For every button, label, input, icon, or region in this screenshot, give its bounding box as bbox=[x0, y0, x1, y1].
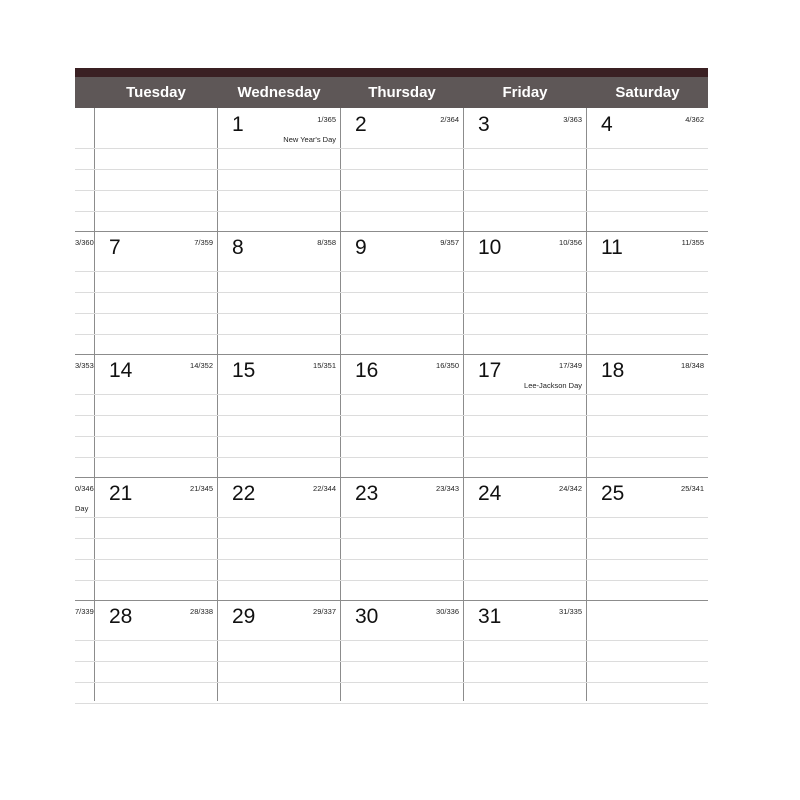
date-number: 17 bbox=[478, 359, 502, 382]
holiday-label: Day bbox=[75, 504, 89, 513]
day-count: 8/358 bbox=[317, 238, 336, 247]
day-cell[interactable] bbox=[464, 354, 586, 477]
day-count: 9/357 bbox=[440, 238, 459, 247]
day-cell[interactable] bbox=[218, 231, 340, 354]
day-count: 25/341 bbox=[681, 484, 704, 493]
day-count: 11/355 bbox=[681, 238, 704, 247]
day-count: 1/365 bbox=[317, 115, 336, 124]
day-count: 10/356 bbox=[559, 238, 582, 247]
day-count: 23/343 bbox=[436, 484, 459, 493]
day-count: 22/344 bbox=[313, 484, 336, 493]
date-number: 4 bbox=[601, 113, 613, 136]
day-count: 28/338 bbox=[190, 607, 213, 616]
top-band bbox=[75, 68, 708, 77]
date-number: 30 bbox=[355, 605, 379, 628]
day-cell[interactable] bbox=[218, 108, 340, 231]
date-number: 7 bbox=[109, 236, 121, 259]
holiday-label: Lee-Jackson Day bbox=[524, 381, 582, 390]
day-count: 14/352 bbox=[190, 361, 213, 370]
day-cell[interactable] bbox=[341, 108, 463, 231]
day-count: 16/350 bbox=[436, 361, 459, 370]
day-cell[interactable] bbox=[341, 231, 463, 354]
partial-day-cell bbox=[75, 600, 94, 723]
date-number: 10 bbox=[478, 236, 502, 259]
day-cell[interactable] bbox=[341, 477, 463, 600]
day-cell[interactable] bbox=[587, 600, 708, 723]
day-cell[interactable] bbox=[587, 231, 708, 354]
day-count: 17/349 bbox=[559, 361, 582, 370]
partial-day-cell bbox=[75, 354, 94, 477]
date-number: 31 bbox=[478, 605, 502, 628]
date-number: 18 bbox=[601, 359, 625, 382]
date-number: 14 bbox=[109, 359, 133, 382]
day-count: 3/360 bbox=[75, 238, 94, 247]
day-cell[interactable] bbox=[95, 354, 217, 477]
day-cell[interactable] bbox=[95, 600, 217, 723]
date-number: 16 bbox=[355, 359, 379, 382]
date-number: 15 bbox=[232, 359, 256, 382]
day-cell[interactable] bbox=[464, 231, 586, 354]
day-count: 30/336 bbox=[436, 607, 459, 616]
day-count: 7/359 bbox=[194, 238, 213, 247]
calendar-page bbox=[75, 68, 708, 701]
day-cell[interactable] bbox=[95, 231, 217, 354]
day-cell[interactable] bbox=[218, 600, 340, 723]
day-cell[interactable] bbox=[587, 354, 708, 477]
date-number: 3 bbox=[478, 113, 490, 136]
header-friday: Friday bbox=[502, 84, 548, 101]
partial-day-cell bbox=[75, 231, 94, 354]
day-cell[interactable] bbox=[341, 354, 463, 477]
date-number: 2 bbox=[355, 113, 367, 136]
header-saturday: Saturday bbox=[615, 84, 680, 101]
day-cell[interactable] bbox=[218, 354, 340, 477]
day-count: 7/339 bbox=[75, 607, 94, 616]
date-number: 23 bbox=[355, 482, 379, 505]
date-number: 1 bbox=[232, 113, 244, 136]
holiday-label: New Year's Day bbox=[283, 135, 336, 144]
date-number: 8 bbox=[232, 236, 244, 259]
day-count: 3/353 bbox=[75, 361, 94, 370]
header-thursday: Thursday bbox=[368, 84, 436, 101]
day-cell[interactable] bbox=[95, 477, 217, 600]
day-count: 18/348 bbox=[681, 361, 704, 370]
day-count: 21/345 bbox=[190, 484, 213, 493]
date-number: 24 bbox=[478, 482, 502, 505]
day-cell[interactable] bbox=[341, 600, 463, 723]
header-tuesday: Tuesday bbox=[126, 84, 186, 101]
day-count: 15/351 bbox=[313, 361, 336, 370]
date-number: 11 bbox=[601, 236, 623, 259]
day-count: 4/362 bbox=[685, 115, 704, 124]
partial-day-cell bbox=[75, 108, 94, 231]
date-number: 28 bbox=[109, 605, 133, 628]
partial-day-cell bbox=[75, 477, 94, 600]
day-cell[interactable] bbox=[218, 477, 340, 600]
day-cell[interactable] bbox=[464, 600, 586, 723]
date-number: 21 bbox=[109, 482, 133, 505]
day-cell[interactable] bbox=[464, 108, 586, 231]
day-cell[interactable] bbox=[464, 477, 586, 600]
day-count: 29/337 bbox=[313, 607, 336, 616]
date-number: 22 bbox=[232, 482, 256, 505]
date-number: 9 bbox=[355, 236, 367, 259]
day-cell[interactable] bbox=[95, 108, 217, 231]
day-count: 31/335 bbox=[559, 607, 582, 616]
calendar-grid bbox=[75, 108, 708, 701]
day-count: 3/363 bbox=[563, 115, 582, 124]
day-cell[interactable] bbox=[587, 477, 708, 600]
date-number: 25 bbox=[601, 482, 625, 505]
day-count: 2/364 bbox=[440, 115, 459, 124]
day-count: 24/342 bbox=[559, 484, 582, 493]
header-wednesday: Wednesday bbox=[237, 84, 321, 101]
day-count: 0/346 bbox=[75, 484, 94, 493]
day-cell[interactable] bbox=[587, 108, 708, 231]
date-number: 29 bbox=[232, 605, 256, 628]
